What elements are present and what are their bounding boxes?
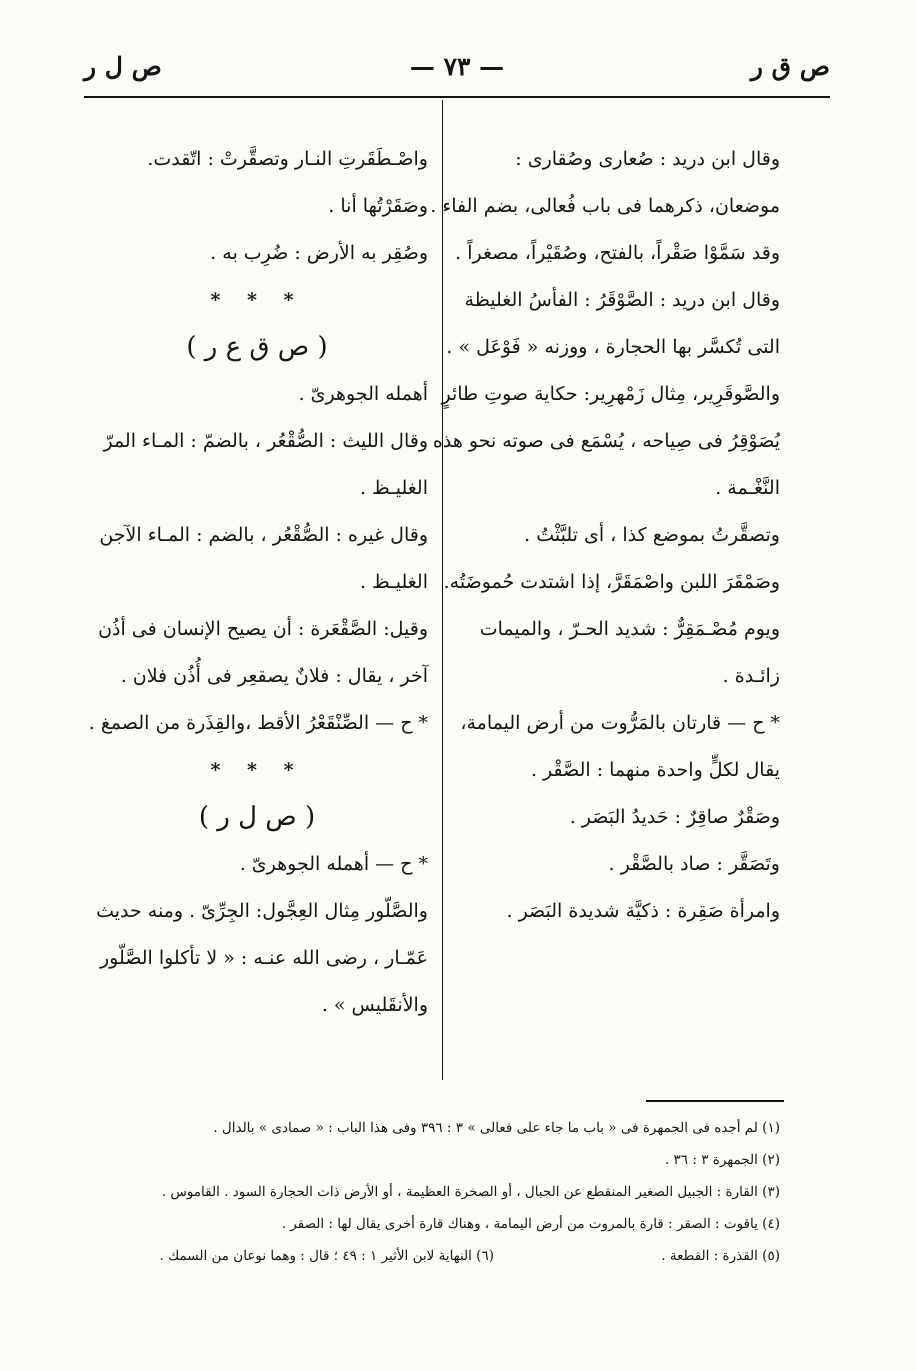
header-root-right: ص ق ر — [750, 52, 830, 81]
section-separator: * * * — [210, 759, 304, 781]
text-line: وقال ابن دريد : صُعارى وصُقارى : — [515, 148, 780, 170]
text-line: وامرأة صَقِرة : ذكيَّة شديدة البَصَر . — [506, 900, 780, 922]
footnote: (٥) القذرة : القطعة . — [661, 1248, 780, 1264]
text-line: * ح — قارتان بالمَرُّوت من أرض اليمامة، — [460, 712, 780, 734]
text-line: والأنقَليس » . — [321, 994, 428, 1016]
column-divider — [442, 100, 443, 1080]
text-line: موضعان، ذكرهما فى باب فُعالى، بضم الفاء . — [430, 195, 780, 217]
text-line: آخر ، يقال : فلانٌ يصقعِر فى أُذُن فلان . — [120, 665, 428, 687]
text-line: وتصقَّرتُ بموضع كذا ، أى تلبَّثْتُ . — [524, 524, 780, 546]
footnote: (٦) النهاية لابن الأثير ١ : ٤٩ ؛ قال : وهما نوعان من السمك . — [159, 1248, 494, 1264]
footnote: (٢) الجمهرة ٣ : ٣٦ . — [664, 1152, 780, 1168]
footnote: (٣) القارة : الجبيل الصغير المنقطع عن الجبال ، أو الصخرة العظيمة ، أو الأرض ذات الحجارة السود . القاموس . — [161, 1184, 780, 1200]
text-line: وصَمْقَرَ اللبن واصْمَقَرَّ، إذا اشتدت حُموضَتُه. — [443, 571, 780, 593]
text-line: وصُقِر به الأرض : ضُرِب به . — [210, 242, 428, 264]
text-line: واصْـطَقَرتِ النـار وتصقَّرتْ : اتّقدت. — [147, 148, 428, 170]
entry-heading: ( ص ل ر ) — [198, 802, 316, 832]
section-separator: * * * — [210, 289, 304, 311]
text-line: والصَّوقَرِير، مِثال زَمْهرِير: حكاية صوتِ طائرٍ — [441, 383, 780, 405]
entry-heading: ( ص ق ع ر ) — [186, 332, 328, 362]
footnote-row — [90, 1240, 780, 1272]
text-line: والصَّلّور مِثال العِجَّول: الجِرِّىّ . ومنه حديث — [96, 900, 428, 922]
footnote: (٤) ياقوت : الصقر : قارة بالمروت من أرض اليمامة ، وهناك قارة أخرى يقال لها : الصقر . — [281, 1216, 780, 1232]
text-line: * ح — أهمله الجوهرىّ . — [239, 853, 428, 875]
header-root-left: ص ل ر — [84, 52, 162, 81]
running-header — [84, 52, 830, 92]
text-line: وتَصَقَّر : صاد بالصَّقْر . — [608, 853, 780, 875]
text-line: الغليـظ . — [360, 571, 428, 593]
text-line: * ح — الصِّنْقَعْرُ الأقط ،والقِذَرة من الصمغ . — [88, 712, 428, 734]
text-line: وقال غيره : الصُّقْعُر ، بالضم : المـاء الآجن — [99, 524, 428, 546]
text-line: يُصَوْقِرُ فى صِياحه ، يُسْمَع فى صوته نحو هذه — [432, 430, 780, 452]
text-line: يقال لكلٍّ واحدة منهما : الصَّقْر . — [530, 759, 780, 781]
text-line: التى تُكسَّر بها الحجارة ، ووزنه « فَوْعَل » . — [446, 336, 780, 358]
text-line: أهمله الجوهرىّ . — [298, 383, 428, 405]
right-column — [430, 136, 780, 935]
footnote: (١) لم أجده فى الجمهرة فى « باب ما جاء على فعالى » ٣ : ٣٩٦ وفى هذا الباب : « صمادى » بالدال . — [213, 1120, 780, 1136]
page-number: — ٧٣ — — [409, 52, 505, 81]
text-line: زائـدة . — [722, 665, 780, 687]
text-line: وقد سَمَّوْا صَقْراً، بالفتح، وصُقَيْراً، مصغراً . — [455, 242, 780, 264]
text-line: وقال ابن دريد : الصَّوْقَرُ : الفأسُ الغليظة — [464, 289, 780, 311]
text-line: وقيل: الصَّقْعَرة : أن يصيح الإنسان فى أذُن — [98, 618, 428, 640]
text-line: وقال الليث : الصُّقْعُر ، بالضمّ : المـاء المرّ — [103, 430, 428, 452]
left-column — [86, 136, 428, 1029]
footnote-rule — [646, 1100, 784, 1102]
header-rule — [84, 96, 830, 98]
text-line: ويوم مُصْـمَقِرٌّ : شديد الحـرّ ، والميمات — [479, 618, 780, 640]
footnotes — [90, 1112, 780, 1272]
text-line: عَمّـار ، رضى الله عنـه : « لا تأكلوا الصَّلّور — [99, 947, 428, 969]
text-line: الغليـظ . — [360, 477, 428, 499]
text-line: النَّغْـمة . — [715, 477, 780, 499]
text-line: وصَقْرٌ صاقِرٌ : حَديدُ البَصَر . — [569, 806, 780, 828]
text-line: وصَقَرْتُها أنا . — [328, 195, 428, 217]
